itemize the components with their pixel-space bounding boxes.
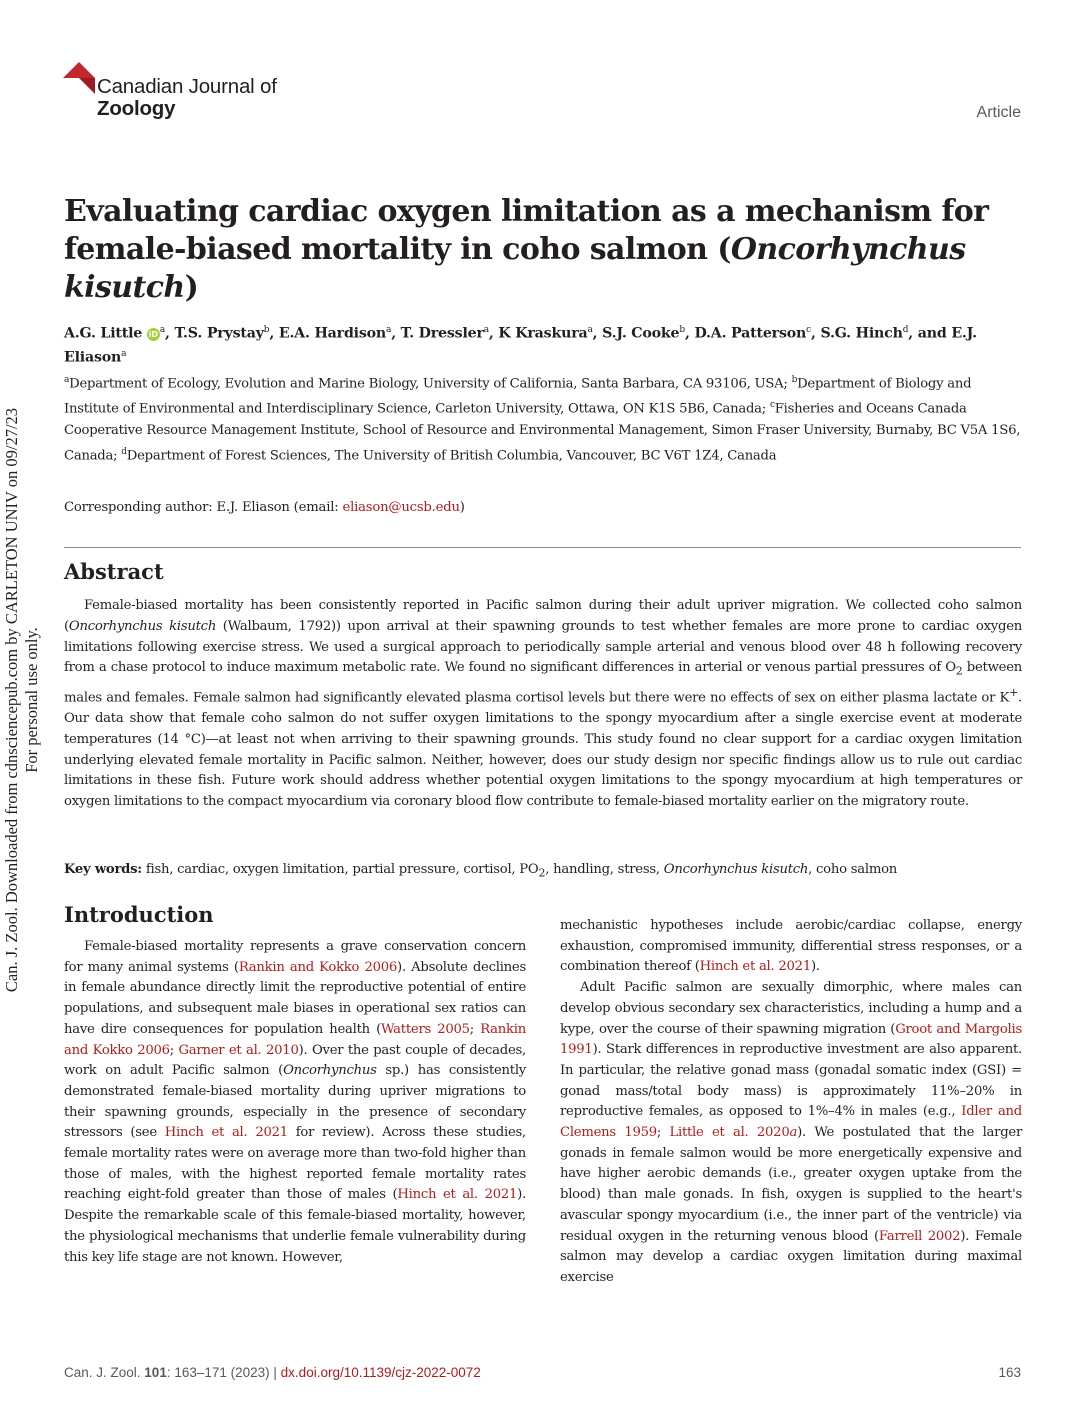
author-affiliation-marker: a: [159, 325, 166, 335]
page-number: 163: [998, 1365, 1021, 1380]
body-text: sp.) has consistently demonstrated female-biased mortality during upriver migrations to their spawning grounds, especially in the presence of secondary stressors (see: [64, 1063, 527, 1141]
author-name: T.S. Prystay: [174, 325, 264, 342]
body-text: ). We postulated that the larger gonads in female salmon would be more energetically expensive and have higher aerobic demands (i.e., greater oxygen uptake from the blood) than male gonads. In fish, oxygen is supplied to the heart's avascular spongy myocardium (i.e., the inner part of the ventricle) via residual oxygen in the returning venous blood (: [560, 1125, 1022, 1244]
citation-link[interactable]: Hinch et al. 2021: [397, 1187, 518, 1203]
download-notice: [2, 380, 48, 1020]
affiliation-text: Fisheries and Oceans Canada Cooperative Resource Management Institute, School of Resource and Environmental Management, Simon Fraser University, Burnaby, BC V5A 1S6, Canada;: [64, 401, 1021, 463]
title-species: Oncorhynchus kisutch: [64, 232, 966, 305]
author-name: K Kraskura: [498, 325, 588, 342]
abstract-part: . Our data show that female coho salmon do not suffer oxygen limitations to the spongy myocardium after a single exercise event at moderate temperatures (14 °C)—at least not when arriving to their spawning grounds. This study found no clear support for a cardiac oxygen limitation underlying elevated female mortality in Pacific salmon. Neither, however, does our study design nor specific findings allow us to rule out cardiac limitations in these fish. Future work should address whether potential oxygen limitations to the spongy myocardium at high temperatures or oxygen limitations to the compact myocardium via coronary blood flow contribute to female-biased mortality earlier on the migratory route.: [64, 690, 1022, 810]
body-text: for review). Across these studies, female mortality rates were on average more than two-fold higher than those of males, with the highest reported female mortality rates reaching eight-fold greater than those of males (: [64, 1125, 526, 1203]
author-name: T. Dressler: [400, 325, 484, 342]
author-affiliation-marker: a: [587, 325, 593, 335]
affiliation-text: Department of Forest Sciences, The University of British Columbia, Vancouver, BC V6T 1Z4, Canada: [126, 447, 777, 463]
footer-citation: [64, 1365, 481, 1380]
citation-link[interactable]: Garner et al. 2010: [178, 1042, 299, 1058]
keywords-text: fish, cardiac, oxygen limitation, partial pressure, cortisol, PO: [141, 862, 539, 877]
citation-suffix: a: [789, 1125, 798, 1141]
abstract-subscript: 2: [955, 665, 963, 679]
abstract-part: Female-biased mortality has been consistently reported in Pacific salmon during their adult upriver migration. We collected coho salmon (: [64, 598, 1022, 634]
body-text: ).: [810, 959, 820, 975]
body-text: Female-biased mortality represents a grave conservation concern for many animal systems (: [64, 939, 526, 975]
authors-and: and: [917, 325, 947, 342]
download-notice-line1: Can. J. Zool. Downloaded from cdnsciencepub.com by CARLETON UNIV on 09/27/23: [2, 407, 21, 993]
separator: ;: [169, 1042, 179, 1058]
author-name: S.J. Cooke: [602, 325, 680, 342]
body-text: mechanistic hypotheses include aerobic/cardiac collapse, energy exhaustion, compromised immunity, differential stress responses, or a combination thereof (: [560, 918, 1022, 975]
author-list: A.G. Little iD $^a$, T.S. Prystay$^b$, E.A. Hardison$^a$, T. Dressler$^a$, K Kraskura$^a$, S.J. Cooke$^b$, D.A. Patterson$^c$, S.G. Hinch$^d$, and E.J. Eliason$^a$: [64, 325, 977, 366]
corresponding-author: [64, 497, 1024, 519]
keywords-text: , handling, stress,: [545, 862, 664, 877]
author-name: S.G. Hinch: [820, 325, 903, 342]
abstract-part: between males and females. Female salmon had significantly elevated plasma cortisol levels but there were no effects of sex on either plasma lactate or K: [64, 660, 1022, 706]
keywords-species: Oncorhynchus kisutch: [663, 862, 809, 877]
keywords-subscript: 2: [538, 866, 546, 880]
corresponding-email-link[interactable]: eliason@ucsb.edu: [342, 500, 460, 515]
citation-link[interactable]: Hinch et al. 2021: [699, 959, 811, 975]
body-text: ). Despite the remarkable scale of this female-biased mortality, however, the physiological mechanisms that underlie female vulnerability during this key life stage are not known. However,: [64, 1187, 527, 1265]
affiliation-marker: b: [791, 375, 798, 385]
footer-journal: Can. J. Zool.: [64, 1365, 145, 1380]
genus-name: Oncorhynchus: [283, 1063, 377, 1079]
citation-link[interactable]: [669, 1125, 797, 1140]
introduction-paragraph: [560, 916, 1022, 978]
footer-pages: : 163–171 (2023) |: [166, 1365, 281, 1380]
affiliation-marker: c: [769, 399, 775, 410]
doi-link[interactable]: dx.doi.org/10.1139/cjz-2022-0072: [280, 1365, 481, 1380]
author-affiliation-marker: b: [263, 325, 270, 335]
body-text: ). Absolute declines in female abundance directly limit the reproductive potential of entire populations, and subsequent male biases in operational sex ratios can have dire consequences for population health (: [64, 959, 526, 1037]
affiliation-text: Department of Ecology, Evolution and Marine Biology, University of California, Santa Barbara, CA 93106, USA;: [69, 376, 792, 392]
citation-link[interactable]: Idler and Clemens 1959: [560, 1104, 1022, 1141]
orcid-icon[interactable]: iD: [147, 328, 160, 341]
section-divider: [64, 547, 1021, 548]
affiliations: [64, 370, 1024, 467]
journal-name-line1: Canadian Journal of: [97, 75, 277, 98]
introduction-heading: Introduction: [64, 902, 214, 927]
citation-link[interactable]: Rankin and Kokko 2006: [238, 959, 398, 975]
author-affiliation-marker: d: [902, 325, 909, 335]
citation-link[interactable]: Rankin and Kokko 2006: [64, 1021, 526, 1058]
download-notice-line2: For personal use only.: [22, 627, 41, 773]
author-affiliation-marker: a: [386, 325, 392, 335]
affiliation-marker: a: [64, 375, 70, 385]
introduction-right-column: [560, 916, 1022, 1289]
citation-link[interactable]: Groot and Margolis 1991: [560, 1021, 1022, 1058]
keywords-text: , coho salmon: [808, 862, 898, 877]
citation-link[interactable]: Hinch et al. 2021: [164, 1125, 288, 1141]
article-type-label: Article: [976, 104, 1021, 121]
author-name: E.A. Hardison: [278, 325, 387, 342]
body-text: ). Stark differences in reproductive investment are also apparent. In particular, the relative gonad mass (gonadal somatic index (GSI) = gonad mass/total body mass) is approximately 11%–20% in reproductive females, as opposed to 1%–4% in males (e.g.,: [560, 1042, 1022, 1120]
author-name: A.G. Little: [64, 325, 143, 342]
citation-link[interactable]: Farrell 2002: [878, 1228, 961, 1244]
abstract-superscript: +: [1009, 685, 1019, 699]
author-affiliation-marker: a: [483, 325, 489, 335]
body-text: ). Female salmon may develop a cardiac oxygen limitation during maximal exercise: [560, 1228, 1022, 1285]
journal-name-line2: Zoology: [97, 97, 176, 120]
citation-link[interactable]: Watters 2005: [381, 1021, 470, 1037]
body-text: ). Over the past couple of decades, work on adult Pacific salmon (: [64, 1042, 526, 1079]
corresponding-suffix: ): [459, 500, 465, 515]
corresponding-prefix: Corresponding author: E.J. Eliason (email:: [64, 500, 343, 515]
article-title: [64, 193, 1024, 307]
keywords-label: Key words:: [64, 862, 142, 877]
body-text: Adult Pacific salmon are sexually dimorphic, where males can develop obvious secondary sex characteristics, including a hump and a kype, over the course of their spawning migration (: [560, 980, 1022, 1037]
abstract-part: (Walbaum, 1792)) upon arrival at their spawning grounds to test whether females are more prone to cardiac oxygen limitations following exercise stress. We used a surgical approach to periodically sample arterial and venous blood over 48 h following recovery from a chase protocol to induce maximum metabolic rate. We found no significant differences in arterial or venous partial pressures of O: [64, 618, 1022, 676]
journal-logo-icon: [63, 62, 95, 94]
author-affiliation-marker: a: [121, 348, 127, 359]
footer-volume: 101: [144, 1365, 167, 1380]
citation-text: Little et al. 2020: [669, 1125, 790, 1141]
introduction-paragraph: [560, 978, 1022, 1289]
author-name: D.A. Patterson: [694, 325, 807, 342]
title-close: ): [184, 270, 199, 305]
abstract-species: Oncorhynchus kisutch: [68, 618, 217, 634]
abstract-text: [64, 596, 1022, 813]
keywords: [64, 860, 1022, 884]
author-affiliation-marker: c: [806, 325, 811, 335]
separator: ;: [469, 1021, 481, 1037]
affiliation-text: Department of Biology and Institute of Environmental and Interdisciplinary Science, Carleton University, Ottawa, ON K1S 5B6, Canada;: [64, 376, 972, 417]
affiliation-marker: d: [121, 446, 127, 457]
introduction-paragraph: [64, 937, 526, 1268]
author-name: E.J. Eliason: [64, 325, 977, 366]
title-main: Evaluating cardiac oxygen limitation as a mechanism for female-biased mortality in coho salmon (: [64, 194, 989, 267]
introduction-left-column: [64, 937, 526, 1268]
author-affiliation-marker: b: [679, 325, 685, 335]
abstract-heading: Abstract: [64, 559, 164, 584]
separator: ;: [656, 1125, 670, 1141]
